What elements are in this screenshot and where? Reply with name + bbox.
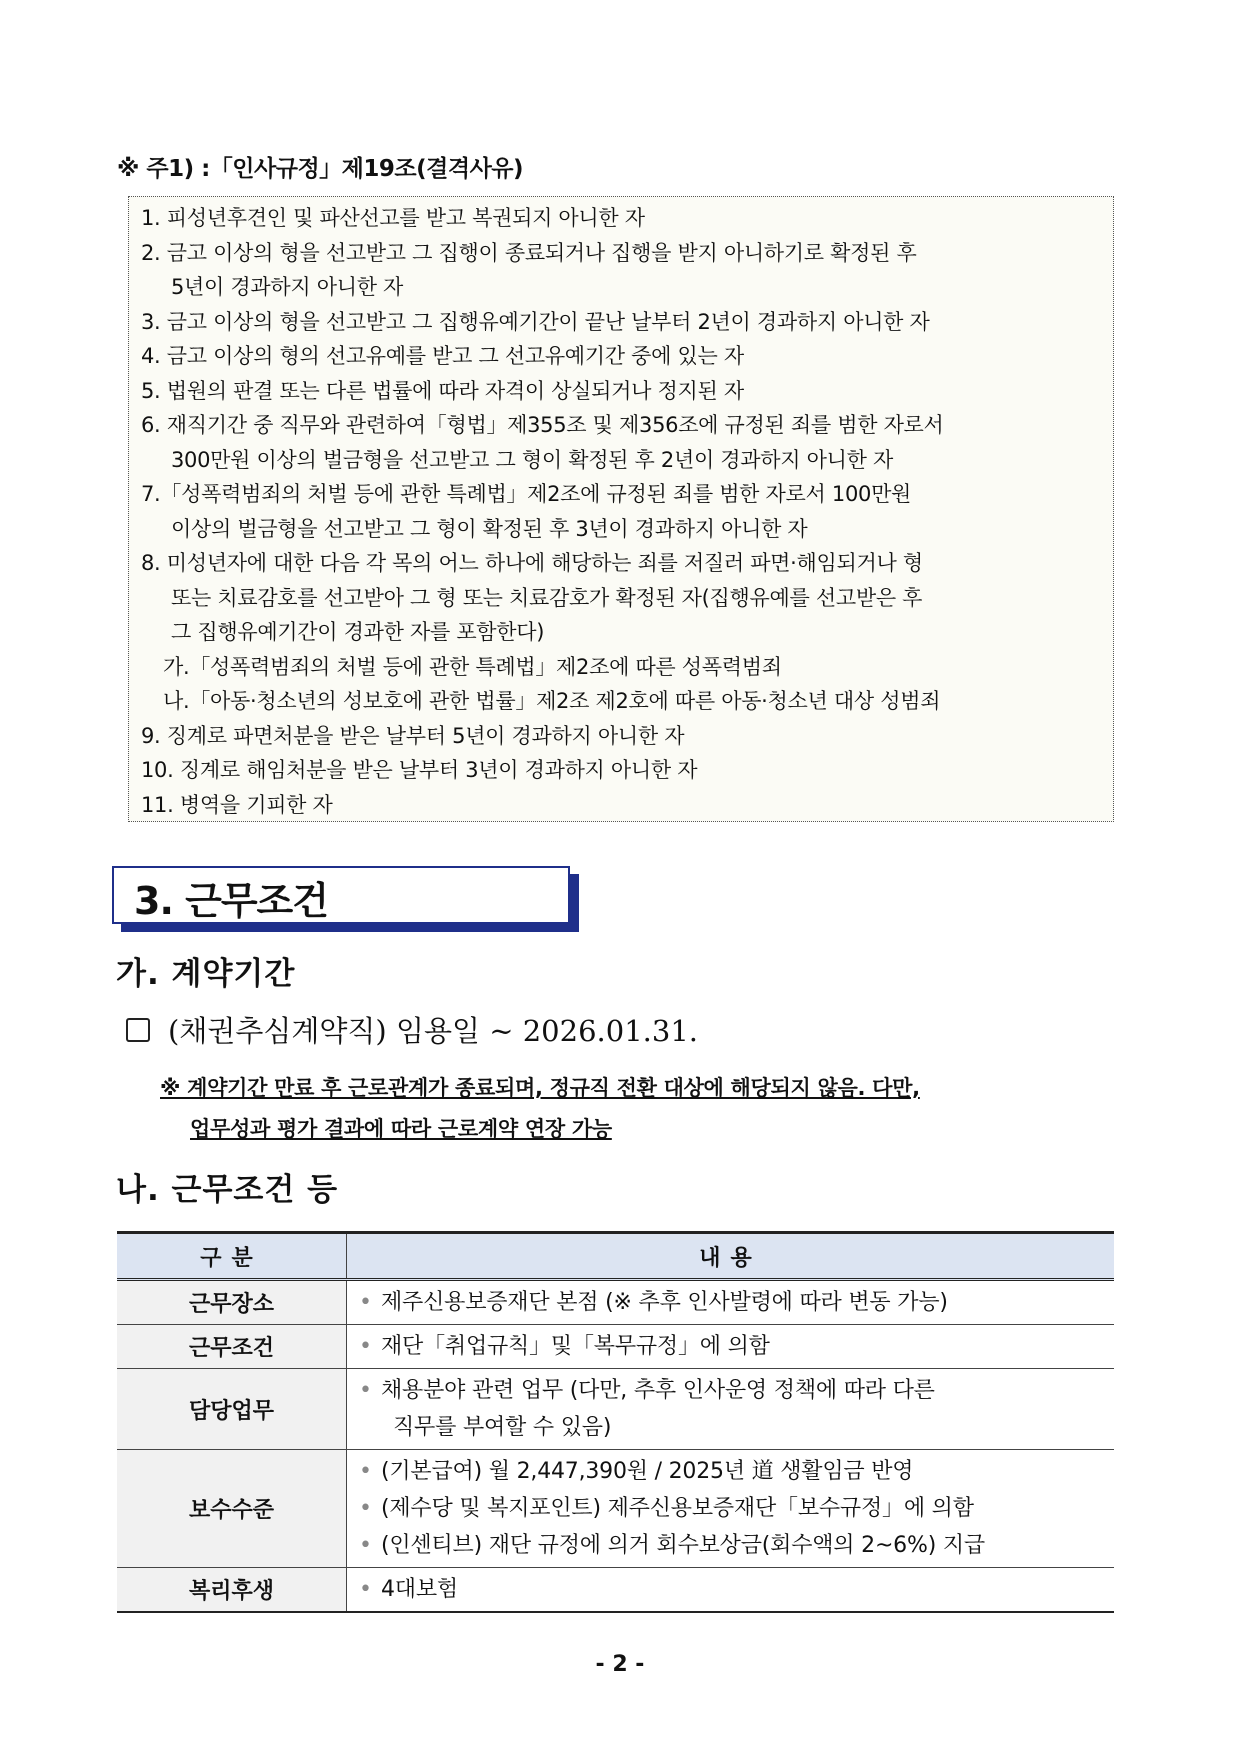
bullet-icon: • (359, 1496, 372, 1521)
note-title: ※ 주1) :「인사규정」제19조(결격사유) (117, 156, 524, 182)
content-text: (제수당 및 복지포인트) 제주신용보증재단「보수규정」에 의함 (381, 1496, 974, 1521)
table-row (117, 1325, 1114, 1369)
disqualification-reasons-box (128, 196, 1114, 822)
table-row (117, 1568, 1114, 1613)
content-text: 채용분야 관련 업무 (다만, 추후 인사운영 정책에 따라 다른 (381, 1378, 935, 1403)
table-row (117, 1280, 1114, 1325)
row-content (347, 1280, 1115, 1325)
content-line (359, 1527, 1104, 1564)
reason-line: 300만원 이상의 벌금형을 선고받고 그 형이 확정된 후 2년이 경과하지 아니한 자 (171, 447, 893, 472)
bullet-icon: • (359, 1459, 372, 1484)
reason-line: 나.「아동·청소년의 성보호에 관한 법률」제2조 제2호에 따른 아동·청소년 대상 성범죄 (163, 689, 941, 713)
row-content (347, 1450, 1115, 1568)
bullet-icon: • (359, 1334, 372, 1359)
reason-line: 4. 금고 이상의 형의 선고유예를 받고 그 선고유예기간 중에 있는 자 (141, 344, 744, 368)
contract-period-text: (채권추심계약직) 임용일 ~ 2026.01.31. (168, 1014, 698, 1048)
bullet-icon: • (359, 1577, 372, 1602)
content-text: (인센티브) 재단 규정에 의거 회수보상금(회수액의 2~6%) 지급 (381, 1533, 985, 1558)
column-header-content: 내용 (347, 1233, 1115, 1280)
content-line (359, 1284, 1104, 1321)
content-text: 직무를 부여할 수 있음) (393, 1415, 612, 1440)
bullet-icon: • (359, 1290, 372, 1315)
reason-line: 6. 재직기간 중 직무와 관련하여「형법」제355조 및 제356조에 규정된 죄를 범한 자로서 (141, 413, 944, 437)
content-text: (기본급여) 월 2,447,390원 / 2025년 道 생활임금 반영 (381, 1459, 914, 1484)
row-label: 근무조건 (117, 1325, 347, 1369)
reason-line: 11. 병역을 기피한 자 (141, 792, 333, 817)
reason-line: 1. 피성년후견인 및 파산선고를 받고 복권되지 아니한 자 (141, 206, 645, 230)
reason-line: 5년이 경과하지 아니한 자 (171, 275, 404, 299)
content-line (359, 1453, 1104, 1490)
row-content (347, 1369, 1115, 1450)
reason-line: 또는 치료감호를 선고받아 그 형 또는 치료감호가 확정된 자(집행유예를 선고받은 후 (171, 585, 923, 610)
conditions-heading: 나. 근무조건 등 (116, 1172, 339, 1208)
reason-line: 이상의 벌금형을 선고받고 그 형이 확정된 후 3년이 경과하지 아니한 자 (171, 516, 808, 541)
content-text: 4대보험 (381, 1577, 458, 1602)
reason-line: 10. 징계로 해임처분을 받은 날부터 3년이 경과하지 아니한 자 (141, 758, 698, 782)
checkbox-icon (126, 1018, 150, 1042)
content-text: 재단「취업규칙」및「복무규정」에 의함 (381, 1334, 770, 1359)
bullet-icon: • (359, 1378, 372, 1403)
contract-period-heading: 가. 계약기간 (116, 956, 296, 992)
content-line (359, 1571, 1104, 1608)
row-label: 담당업무 (117, 1369, 347, 1450)
contract-notice-line1: ※ 계약기간 만료 후 근로관계가 종료되며, 정규직 전환 대상에 해당되지 않음. 다만, (160, 1076, 920, 1100)
content-line (359, 1328, 1104, 1365)
page-number: - 2 - (595, 1652, 645, 1677)
content-text: 제주신용보증재단 본점 (※ 추후 인사발령에 따라 변동 가능) (381, 1290, 948, 1315)
reason-line: 그 집행유예기간이 경과한 자를 포함한다) (171, 620, 545, 644)
reason-line: 3. 금고 이상의 형을 선고받고 그 집행유예기간이 끝난 날부터 2년이 경과하지 아니한 자 (141, 309, 930, 334)
table-row (117, 1369, 1114, 1450)
reason-line: 7.「성폭력범죄의 처벌 등에 관한 특례법」제2조에 규정된 죄를 범한 자로서 100만원 (141, 482, 912, 506)
section-title: 3. 근무조건 (134, 879, 328, 923)
conditions-table (117, 1231, 1114, 1613)
row-label: 근무장소 (117, 1280, 347, 1325)
reason-line: 2. 금고 이상의 형을 선고받고 그 집행이 종료되거나 집행을 받지 아니하기로 확정된 후 (141, 240, 917, 265)
content-line (359, 1409, 1104, 1446)
section-header (112, 866, 570, 924)
table-row (117, 1450, 1114, 1568)
reason-line: 8. 미성년자에 대한 다음 각 목의 어느 하나에 해당하는 죄를 저질러 파면·해임되거나 형 (141, 551, 923, 575)
content-line (359, 1372, 1104, 1409)
column-header-label: 구분 (117, 1233, 347, 1280)
content-line (359, 1490, 1104, 1527)
reason-line: 9. 징계로 파면처분을 받은 날부터 5년이 경과하지 아니한 자 (141, 723, 685, 748)
row-label: 보수수준 (117, 1450, 347, 1568)
conditions-table-header (117, 1233, 1114, 1280)
contract-period-item (126, 1009, 698, 1050)
reason-line: 5. 법원의 판결 또는 다른 법률에 따라 자격이 상실되거나 정지된 자 (141, 378, 744, 403)
bullet-icon: • (359, 1533, 372, 1558)
row-content (347, 1568, 1115, 1613)
contract-notice-line2: 업무성과 평가 결과에 따라 근로계약 연장 가능 (190, 1117, 612, 1141)
row-content (347, 1325, 1115, 1369)
reason-line: 가.「성폭력범죄의 처벌 등에 관한 특례법」제2조에 따른 성폭력범죄 (163, 654, 782, 679)
row-label: 복리후생 (117, 1568, 347, 1613)
